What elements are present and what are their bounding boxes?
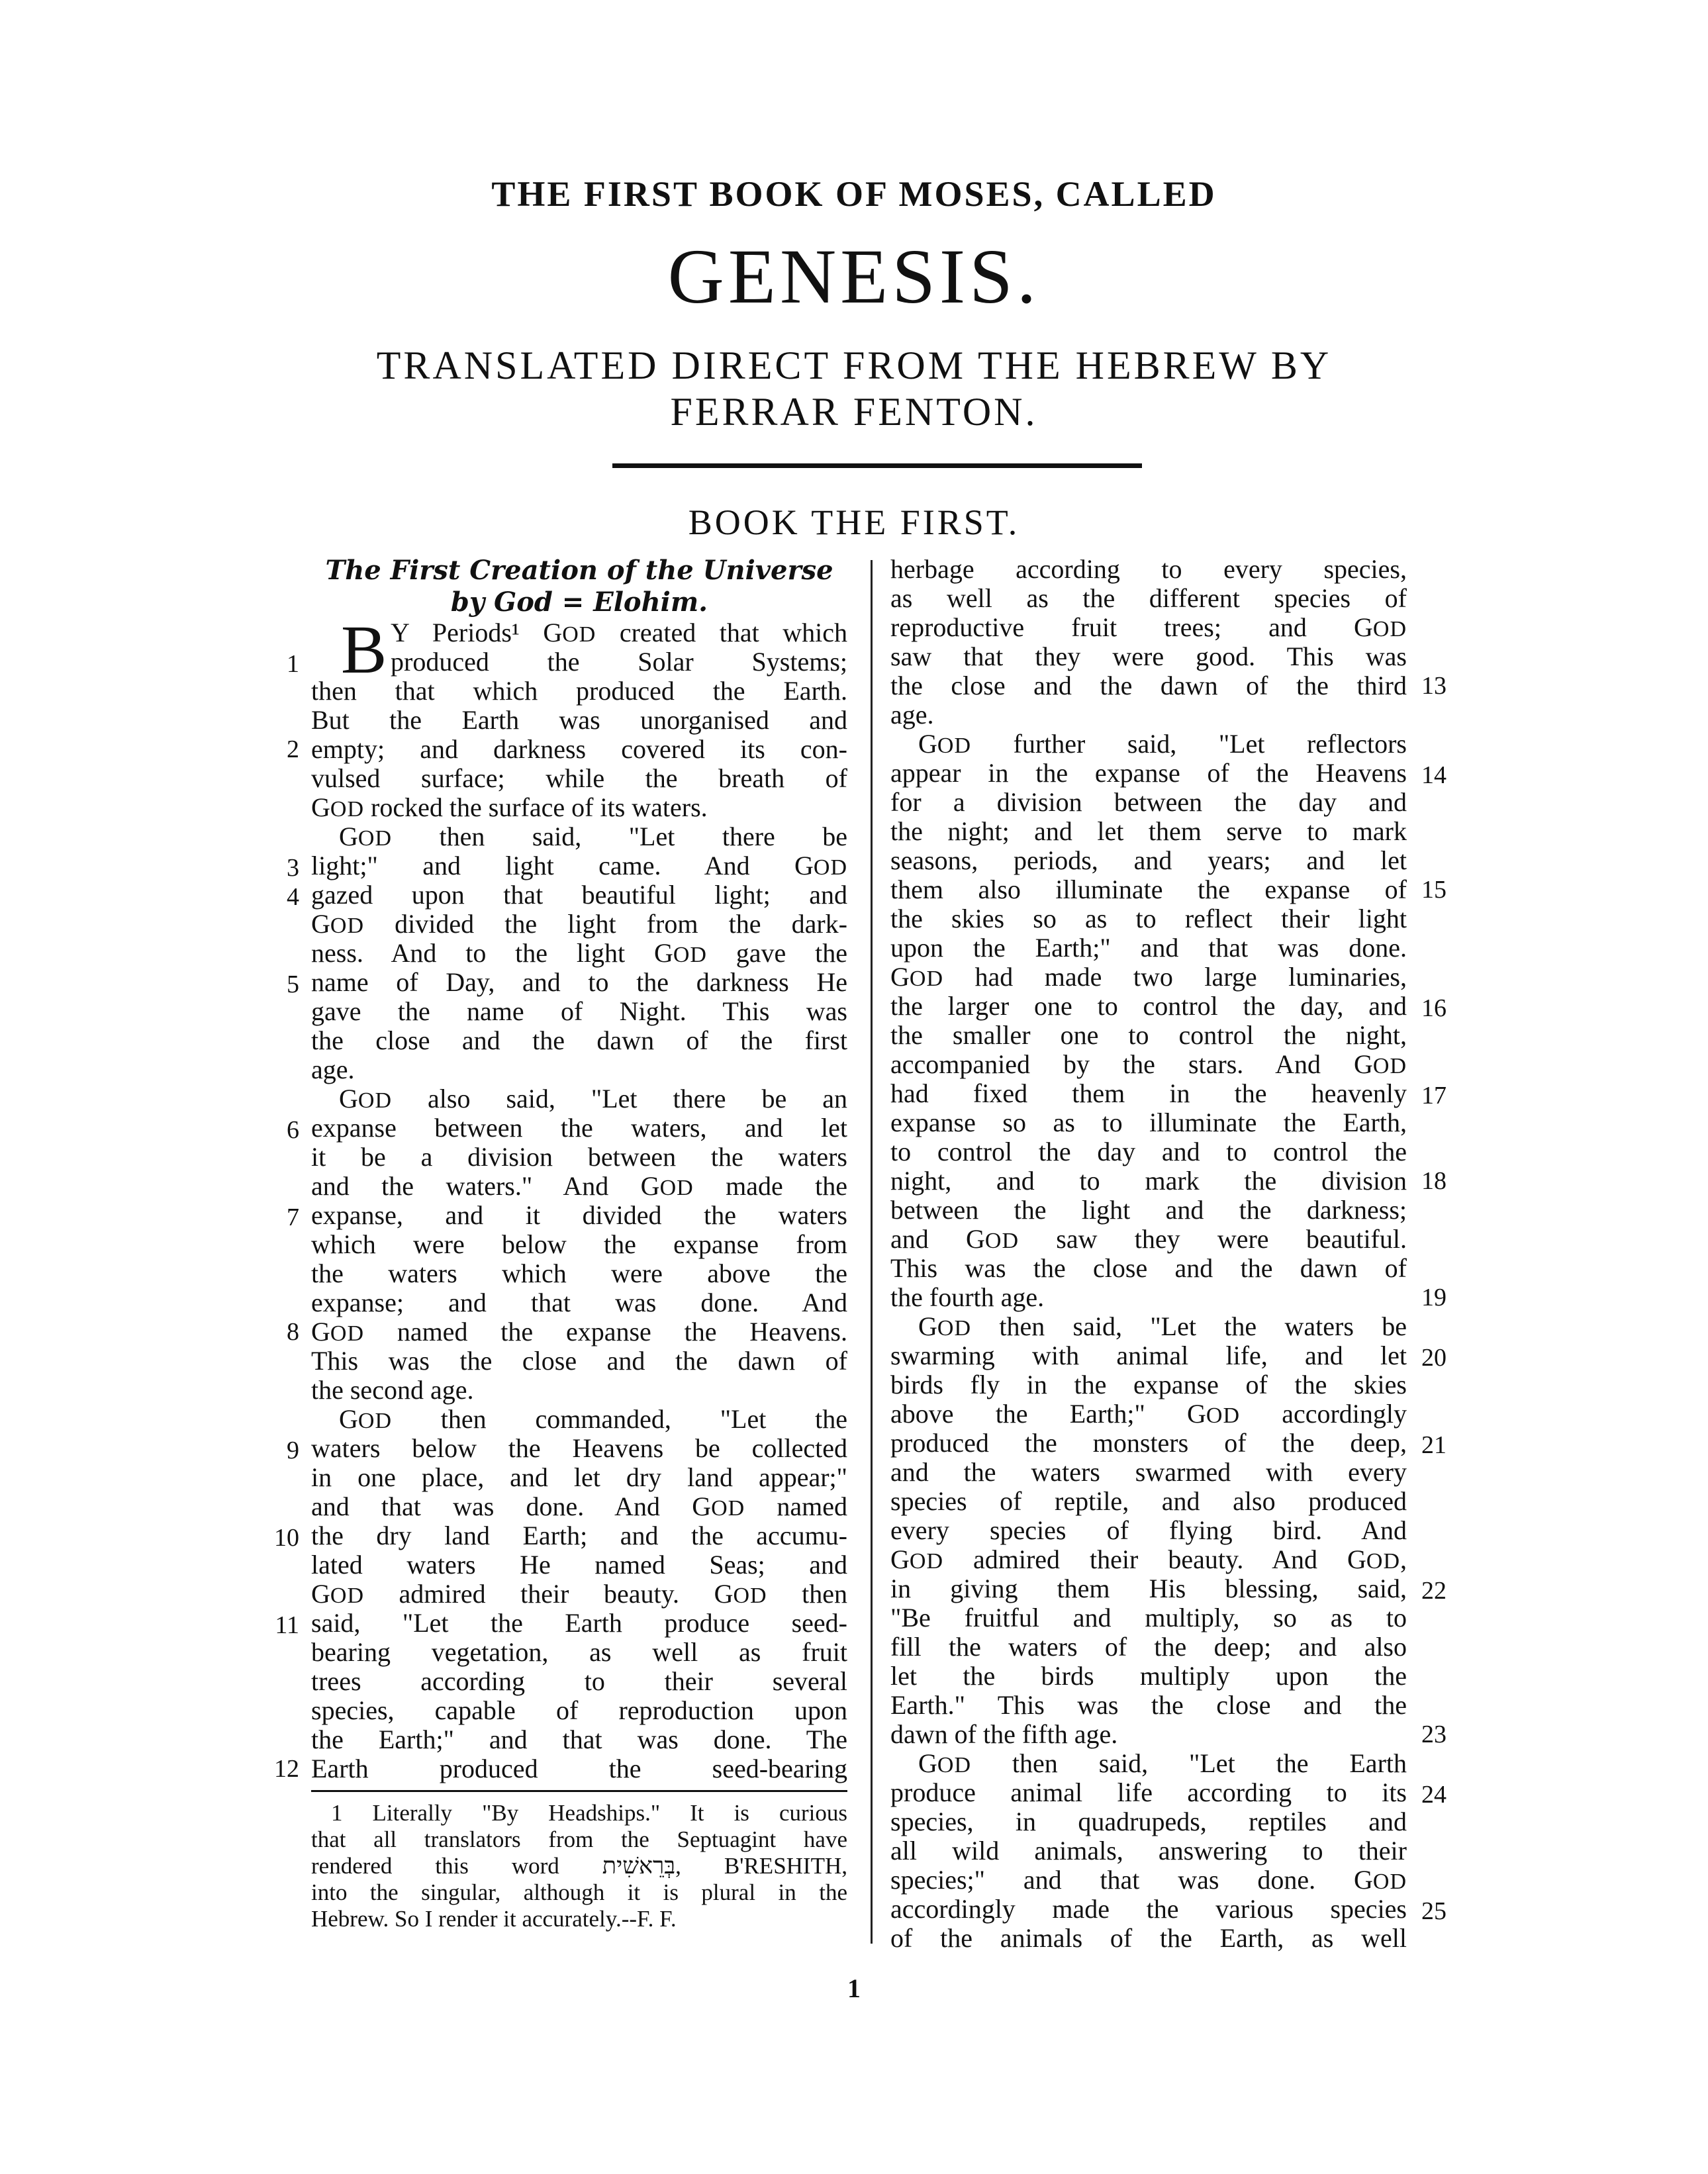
line-text: appear in the expanse of the Heavens <box>890 758 1407 788</box>
text-line <box>890 1574 1407 1603</box>
verse-number: 4 <box>287 883 299 911</box>
line-text: GOD named the expanse the Heavens. <box>311 1317 847 1347</box>
line-text: and GOD saw they were beautiful. <box>890 1224 1407 1254</box>
line-text: But the Earth was unorganised and <box>311 705 847 735</box>
text-line <box>890 1166 1407 1196</box>
verse-number: 1 <box>287 650 299 678</box>
right-column <box>890 554 1447 1953</box>
line-text: produce animal life according to its <box>890 1777 1407 1807</box>
text-line <box>311 735 847 764</box>
text-line <box>311 1347 847 1376</box>
text-line <box>311 1113 847 1143</box>
title-rule <box>612 463 1142 468</box>
text-line <box>890 1895 1407 1924</box>
text-line <box>890 584 1407 613</box>
text-line <box>890 1836 1407 1866</box>
text-line <box>311 1667 847 1696</box>
text-line <box>890 904 1407 933</box>
verse-number: 7 <box>287 1204 299 1231</box>
line-text: the skies so as to reflect their light <box>890 904 1407 933</box>
line-text: species;" and that was done. GOD <box>890 1865 1407 1895</box>
line-text: gave the name of Night. This was <box>311 996 847 1026</box>
verse-number: 17 <box>1421 1082 1447 1110</box>
line-text: fill the waters of the deep; and also <box>890 1632 1407 1662</box>
line-text: GOD divided the light from the dark- <box>311 909 847 939</box>
verse-number: 21 <box>1421 1431 1447 1459</box>
text-line <box>311 910 847 939</box>
line-text: "Be fruitful and multiply, so as to <box>890 1603 1407 1632</box>
text-line <box>311 1550 847 1580</box>
footnote <box>311 1800 847 1932</box>
line-text: had fixed them in the heavenly <box>890 1078 1407 1108</box>
line-text: swarming with animal life, and let <box>890 1341 1407 1370</box>
line-text: GOD had made two large luminaries, <box>890 962 1407 992</box>
text-line <box>890 1370 1407 1399</box>
line-text: vulsed surface; while the breath of <box>311 763 847 793</box>
line-text: GOD then commanded, "Let the <box>339 1404 847 1434</box>
text-line <box>890 1341 1407 1370</box>
text-line <box>890 613 1407 642</box>
text-line <box>311 764 847 793</box>
verse-number: 6 <box>287 1116 299 1144</box>
verse-number: 5 <box>287 970 299 998</box>
verse-number: 20 <box>1421 1344 1447 1372</box>
footnote-rule <box>311 1790 847 1792</box>
line-text: expanse; and that was done. And <box>311 1288 847 1317</box>
section-heading-line-1: The First Creation of the Universe <box>325 555 833 586</box>
text-line <box>311 793 847 822</box>
line-text: the waters which were above the <box>311 1258 847 1288</box>
line-text: expanse between the waters, and let <box>311 1113 847 1143</box>
line-text: GOD admired their beauty. GOD then <box>311 1579 847 1609</box>
line-text: said, "Let the Earth produce seed- <box>311 1608 847 1638</box>
line-text: expanse, and it divided the waters <box>311 1200 847 1230</box>
verse-number: 14 <box>1421 761 1447 789</box>
line-text: species, in quadrupeds, reptiles and <box>890 1807 1407 1836</box>
text-line <box>890 1720 1407 1749</box>
line-text: every species of flying bird. And <box>890 1515 1407 1545</box>
line-text: waters below the Heavens be collected <box>311 1433 847 1463</box>
line-text: GOD then said, "Let the Earth <box>918 1748 1407 1778</box>
line-text: let the birds multiply upon the <box>890 1661 1407 1691</box>
line-text: them also illuminate the expanse of <box>890 874 1407 904</box>
line-text: above the Earth;" GOD accordingly <box>890 1399 1407 1429</box>
line-text: the dry land Earth; and the accumu- <box>311 1521 847 1550</box>
text-line <box>890 1079 1407 1108</box>
line-text: all wild animals, answering to their <box>890 1836 1407 1866</box>
line-text: reproductive fruit trees; and GOD <box>890 612 1407 642</box>
line-text: seasons, periods, and years; and let <box>890 845 1407 875</box>
text-line <box>311 1696 847 1725</box>
book-title: GENESIS. <box>667 233 1041 320</box>
column-divider <box>871 560 873 1944</box>
verse-number: 25 <box>1421 1897 1447 1925</box>
line-text: age. <box>311 1055 355 1084</box>
verse-number: 19 <box>1421 1284 1447 1311</box>
line-text: ness. And to the light GOD gave the <box>311 938 847 968</box>
text-line <box>890 1778 1407 1807</box>
line-text: the close and the dawn of the third <box>890 671 1407 700</box>
text-line <box>890 992 1407 1021</box>
line-text: the night; and let them serve to mark <box>890 816 1407 846</box>
text-line <box>890 1108 1407 1137</box>
line-text: in giving them His blessing, said, <box>890 1574 1407 1603</box>
text-line <box>311 880 847 910</box>
text-line <box>890 933 1407 963</box>
text-line <box>311 1434 847 1463</box>
line-text: the larger one to control the day, and <box>890 991 1407 1021</box>
text-line <box>311 997 847 1026</box>
text-line <box>311 1259 847 1288</box>
text-line <box>890 788 1407 817</box>
text-line <box>890 1283 1407 1312</box>
text-line <box>890 1632 1407 1662</box>
text-line <box>890 700 1407 730</box>
right-text-lines <box>890 554 1447 1953</box>
text-line <box>890 817 1407 846</box>
text-line <box>311 1638 847 1667</box>
verse-number: 12 <box>274 1755 299 1783</box>
text-line <box>890 1196 1407 1225</box>
text-line <box>890 1662 1407 1691</box>
line-text: between the light and the darkness; <box>890 1195 1407 1225</box>
left-column <box>274 555 848 1932</box>
line-text: GOD also said, "Let there be an <box>339 1084 847 1113</box>
subtitle-line-1: TRANSLATED DIRECT FROM THE HEBREW BY <box>376 344 1332 387</box>
line-text: empty; and darkness covered its con- <box>311 734 847 764</box>
text-line <box>311 1376 847 1405</box>
section-heading-line-2: by God = Elohim. <box>450 587 708 618</box>
series-title: THE FIRST BOOK OF MOSES, CALLED <box>491 174 1217 214</box>
text-line <box>890 1429 1407 1458</box>
verse-number: 13 <box>1421 672 1447 700</box>
line-text: to control the day and to control the <box>890 1137 1407 1166</box>
footnote-line: Hebrew. So I render it accurately.--F. F. <box>311 1906 677 1932</box>
verse-number: 24 <box>1421 1781 1447 1809</box>
line-text: in one place, and let dry land appear;" <box>311 1462 847 1492</box>
line-text: and the waters swarmed with every <box>890 1457 1407 1487</box>
text-line <box>890 671 1407 700</box>
text-line <box>311 1521 847 1550</box>
line-text: accordingly made the various species <box>890 1894 1407 1924</box>
drop-cap: B <box>341 612 387 688</box>
line-text: birds fly in the expanse of the skies <box>890 1370 1407 1399</box>
line-text: species, capable of reproduction upon <box>311 1695 847 1725</box>
line-text: This was the close and the dawn of <box>311 1346 847 1376</box>
line-text: This was the close and the dawn of <box>890 1253 1407 1283</box>
text-line <box>890 1225 1407 1254</box>
text-line <box>890 875 1407 904</box>
verse-number: 2 <box>287 735 299 763</box>
line-text: trees according to their several <box>311 1666 847 1696</box>
text-line <box>890 1516 1407 1545</box>
line-text: the close and the dawn of the first <box>311 1025 847 1055</box>
text-line <box>890 1487 1407 1516</box>
text-line <box>890 1021 1407 1050</box>
footnote-line: rendered this word בְּרֵאשִׁית, B'RESHITH, <box>311 1853 847 1879</box>
line-text: then that which produced the Earth. <box>311 676 847 706</box>
line-text: saw that they were good. This was <box>890 641 1407 671</box>
verse-number: 10 <box>274 1524 299 1552</box>
line-text: the fourth age. <box>890 1282 1045 1312</box>
line-text: accompanied by the stars. And GOD <box>890 1049 1407 1079</box>
text-line <box>311 1317 847 1347</box>
footnote-line: that all translators from the Septuagint have <box>311 1826 847 1852</box>
text-line <box>311 1230 847 1259</box>
verse-number: 9 <box>287 1437 299 1464</box>
line-text: name of Day, and to the darkness He <box>311 967 847 997</box>
line-text: of the animals of the Earth, as well <box>890 1923 1407 1953</box>
subtitle-line-2: FERRAR FENTON. <box>670 390 1038 434</box>
line-text: expanse so as to illuminate the Earth, <box>890 1108 1407 1137</box>
line-text: lated waters He named Seas; and <box>311 1550 847 1580</box>
line-text: GOD rocked the surface of its waters. <box>311 792 708 822</box>
line-text: the second age. <box>311 1375 474 1405</box>
verse-number: 22 <box>1421 1577 1447 1605</box>
line-text: gazed upon that beautiful light; and <box>311 880 847 910</box>
text-line <box>311 1609 847 1638</box>
line-text: GOD further said, "Let reflectors <box>918 729 1407 759</box>
line-text: Y Periods¹ GOD created that which <box>391 618 847 647</box>
line-text: and that was done. And GOD named <box>311 1491 848 1521</box>
text-line <box>890 1603 1407 1632</box>
line-text: and the waters." And GOD made the <box>311 1171 847 1201</box>
text-line <box>311 1143 847 1172</box>
line-text: which were below the expanse from <box>311 1229 847 1259</box>
text-line <box>890 555 1407 584</box>
text-line <box>311 647 847 677</box>
line-text: Earth." This was the close and the <box>890 1690 1407 1720</box>
verse-number: 18 <box>1421 1167 1447 1195</box>
text-line <box>890 759 1407 788</box>
line-text: the Earth;" and that was done. The <box>311 1725 847 1754</box>
text-line <box>311 968 847 997</box>
line-text: as well as the different species of <box>890 583 1407 613</box>
line-text: GOD then said, "Let the waters be <box>918 1311 1407 1341</box>
line-text: night, and to mark the division <box>890 1166 1407 1196</box>
text-line <box>890 1458 1407 1487</box>
book-heading: BOOK THE FIRST. <box>688 502 1020 542</box>
verse-number: 11 <box>275 1611 299 1639</box>
line-text: produced the Solar Systems; <box>391 647 847 677</box>
line-text: GOD then said, "Let there be <box>339 822 847 851</box>
line-text: the smaller one to control the night, <box>890 1020 1407 1050</box>
line-text: Earth produced the seed-bearing <box>311 1754 847 1783</box>
line-text: produced the monsters of the deep, <box>890 1428 1407 1458</box>
line-text: bearing vegetation, as well as fruit <box>311 1637 847 1667</box>
text-line <box>311 1055 847 1084</box>
text-line <box>311 1201 847 1230</box>
line-text: species of reptile, and also produced <box>890 1486 1407 1516</box>
footnote-line: 1 Literally "By Headships." It is curious <box>331 1800 847 1826</box>
verse-number: 3 <box>287 854 299 882</box>
text-line <box>890 1807 1407 1836</box>
text-line <box>311 1754 847 1783</box>
line-text: GOD admired their beauty. And GOD, <box>890 1544 1407 1574</box>
verse-number: 23 <box>1421 1721 1447 1748</box>
page-number: 1 <box>847 1973 861 2003</box>
line-text: upon the Earth;" and that was done. <box>890 933 1407 963</box>
verse-number: 8 <box>287 1318 299 1346</box>
left-text-lines <box>274 612 848 1783</box>
text-line <box>311 1463 847 1492</box>
verse-number: 16 <box>1421 994 1447 1022</box>
text-line <box>890 1924 1407 1953</box>
line-text: herbage according to every species, <box>890 554 1407 584</box>
footnote-line: into the singular, although it is plural in the <box>311 1879 847 1905</box>
text-line <box>311 1026 847 1055</box>
line-text: age. <box>890 700 934 730</box>
line-text: light;" and light came. And GOD <box>311 851 847 880</box>
verse-number: 15 <box>1421 876 1447 904</box>
text-line <box>311 677 847 706</box>
line-text: dawn of the fifth age. <box>890 1719 1118 1749</box>
line-text: it be a division between the waters <box>311 1142 847 1172</box>
line-text: for a division between the day and <box>890 787 1407 817</box>
